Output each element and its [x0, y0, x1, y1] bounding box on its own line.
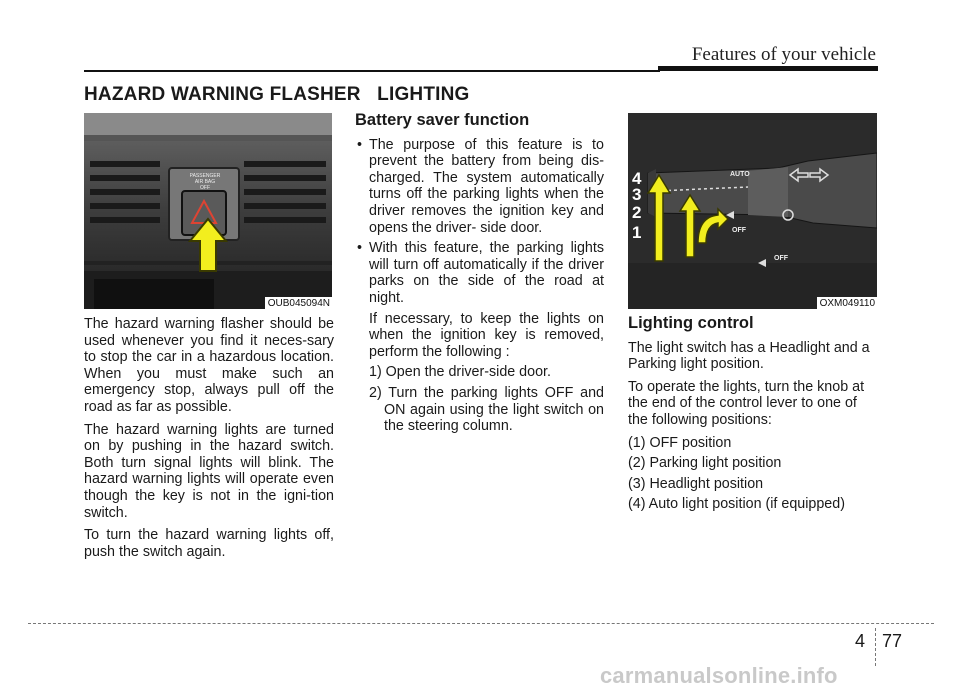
position-number-4: 4: [632, 169, 642, 188]
bullet-item: • The purpose of this feature is to prevent the battery from being dis-charged. The system automatically turns off the parking lights when the driver removes the ignition key and opens the driver- side door.: [355, 137, 604, 237]
bullet-item: • With this feature, the parking lights will turn off automatically if the driver parks on the side of the road at night.: [355, 240, 604, 306]
page-number-divider: [875, 628, 876, 666]
airbag-label-line: AIR BAG: [194, 179, 216, 185]
curved-arrow-icon: [694, 205, 730, 245]
figure-code: OXM049110: [817, 297, 877, 309]
page-number: 77: [882, 631, 903, 651]
switch-label-off: OFF: [732, 227, 746, 234]
section-heading: Battery saver function: [355, 111, 530, 129]
watermark-link[interactable]: carmanualsonline.info: [600, 663, 838, 688]
paragraph: To turn the hazard warning lights off, push the switch again.: [84, 527, 334, 560]
footer-rule: [28, 623, 934, 624]
position-number-1: 1: [632, 223, 642, 242]
up-arrow-icon: [646, 173, 672, 263]
step-item: 2) Turn the parking lights OFF and ON again using the light switch on the steering column.: [369, 384, 604, 435]
paragraph: The hazard warning flasher should be used whenever you find it neces-sary to stop the car in a hazardous location. When you must make such an emergency stop, always pull off the road as far as possible.: [84, 316, 334, 415]
paragraph: The light switch has a Headlight and a Parking light position.: [628, 339, 870, 373]
note-paragraph: If necessary, to keep the lights on when the ignition key is removed, perform the following :: [369, 310, 604, 360]
title-rule: [84, 70, 660, 72]
position-number-2: 2: [632, 203, 642, 222]
switch-label-off: OFF: [774, 255, 788, 262]
airbag-label-line: PASSENGER: [189, 173, 221, 179]
right-column: [628, 315, 878, 517]
section-header: Features of your vehicle: [691, 44, 876, 65]
position-item: (2) Parking light position: [628, 455, 782, 472]
paragraph: To operate the lights, turn the knob at the end of the control lever to one of the following positions:: [628, 378, 865, 428]
passenger-airbag-label: [180, 173, 230, 191]
paragraph: The hazard warning lights are turned on by pushing in the hazard switch. Both turn signal lights will blink. The hazard warning lights will operate even though the key is not in the igni-tion switch.: [84, 421, 334, 521]
hazard-switch-illustration: [84, 113, 332, 309]
step-item: 1) Open the driver-side door.: [369, 364, 551, 381]
up-arrow-icon: [188, 217, 228, 273]
figure-code: OUB045094N: [265, 297, 332, 309]
light-switch-photo: [628, 113, 877, 309]
position-item: (3) Headlight position: [628, 475, 764, 492]
chapter-number: 4: [855, 631, 866, 651]
hazard-switch-photo: [84, 113, 332, 309]
switch-label-auto: AUTO: [730, 171, 750, 178]
middle-column: [355, 112, 604, 439]
position-item: (1) OFF position: [628, 434, 732, 451]
section-heading: Lighting control: [628, 314, 754, 332]
page-title: HAZARD WARNING FLASHER LIGHTING: [84, 84, 470, 105]
position-item: (4) Auto light position (if equipped): [628, 496, 845, 513]
left-column: [84, 316, 334, 566]
airbag-label-line: OFF: [200, 185, 210, 191]
position-number-3: 3: [632, 185, 642, 204]
header-rule: [658, 66, 878, 71]
